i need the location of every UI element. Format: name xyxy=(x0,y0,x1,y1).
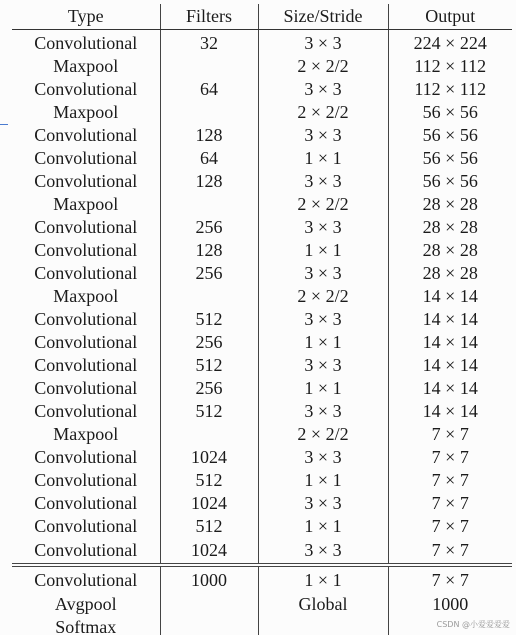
cell-output: 224 × 224 xyxy=(388,30,512,56)
cell-output: 56 × 56 xyxy=(388,124,512,147)
cell-filters: 256 xyxy=(160,377,258,400)
cell-output: 14 × 14 xyxy=(388,308,512,331)
cell-filters: 512 xyxy=(160,469,258,492)
watermark: CSDN @小爱爱爱爱 xyxy=(436,620,510,629)
cell-output: 112 × 112 xyxy=(388,55,512,78)
table-body xyxy=(12,30,512,566)
cell-type: Maxpool xyxy=(53,102,119,122)
table-row xyxy=(12,285,512,308)
table-row xyxy=(12,515,512,538)
margin-marker xyxy=(0,124,8,125)
cell-type: Maxpool xyxy=(53,424,119,444)
cell-output: 7 × 7 xyxy=(388,565,512,593)
cell-output: 112 × 112 xyxy=(388,78,512,101)
cell-output: 14 × 14 xyxy=(388,354,512,377)
cell-output: 7 × 7 xyxy=(388,515,512,538)
table-row xyxy=(12,193,512,216)
table-row xyxy=(12,423,512,446)
cell-size-stride: 3 × 3 xyxy=(258,124,388,147)
cell-filters: 32 xyxy=(160,30,258,56)
table-row xyxy=(12,216,512,239)
cell-filters: 128 xyxy=(160,239,258,262)
cell-type: Convolutional xyxy=(34,217,138,237)
cell-filters: 256 xyxy=(160,216,258,239)
cell-size-stride: 1 × 1 xyxy=(258,469,388,492)
cell-type: Convolutional xyxy=(34,171,138,191)
cell-output: 28 × 28 xyxy=(388,239,512,262)
cell-size-stride: 1 × 1 xyxy=(258,331,388,354)
cell-size-stride: 2 × 2/2 xyxy=(258,423,388,446)
cell-filters: 512 xyxy=(160,308,258,331)
cell-filters: 512 xyxy=(160,400,258,423)
cell-output: 7 × 7 xyxy=(388,492,512,515)
cell-type: Convolutional xyxy=(34,125,138,145)
cell-size-stride: 3 × 3 xyxy=(258,216,388,239)
table-row xyxy=(12,446,512,469)
cell-filters: 64 xyxy=(160,78,258,101)
cell-output: 7 × 7 xyxy=(388,446,512,469)
cell-size-stride: 3 × 3 xyxy=(258,78,388,101)
cell-output: 14 × 14 xyxy=(388,285,512,308)
cell-type: Convolutional xyxy=(12,565,160,593)
cell-filters xyxy=(160,193,258,216)
table-row xyxy=(12,239,512,262)
cell-size-stride xyxy=(258,616,388,635)
cell-size-stride: 3 × 3 xyxy=(258,492,388,515)
cell-filters: 1000 xyxy=(160,565,258,593)
cell-output: 56 × 56 xyxy=(388,147,512,170)
table-row xyxy=(12,331,512,354)
cell-type: Convolutional xyxy=(34,309,138,329)
cell-type: Convolutional xyxy=(34,240,138,260)
cell-filters: 64 xyxy=(160,147,258,170)
cell-type: Avgpool xyxy=(54,594,117,614)
cell-size-stride: 2 × 2/2 xyxy=(258,55,388,78)
cell-filters: 256 xyxy=(160,331,258,354)
cell-size-stride: Global xyxy=(258,593,388,616)
header-size-stride: Size/Stride xyxy=(258,4,388,30)
header-output: Output xyxy=(388,4,512,30)
cell-type: Maxpool xyxy=(53,56,119,76)
cell-filters: 512 xyxy=(160,354,258,377)
cell-type: Maxpool xyxy=(53,286,119,306)
cell-output: 28 × 28 xyxy=(388,193,512,216)
table-row xyxy=(12,55,512,78)
cell-size-stride: 2 × 2/2 xyxy=(258,285,388,308)
cell-size-stride: 1 × 1 xyxy=(258,147,388,170)
table-row xyxy=(12,147,512,170)
cell-type: Convolutional xyxy=(34,493,138,513)
cell-type: Softmax xyxy=(55,617,117,635)
cell-output: 14 × 14 xyxy=(388,400,512,423)
cell-filters: 1024 xyxy=(160,492,258,515)
table-row xyxy=(12,354,512,377)
cell-filters xyxy=(160,423,258,446)
cell-filters: 512 xyxy=(160,515,258,538)
cell-size-stride: 3 × 3 xyxy=(258,308,388,331)
cell-filters: 1024 xyxy=(160,446,258,469)
cell-output: 56 × 56 xyxy=(388,101,512,124)
table-row xyxy=(12,78,512,101)
cell-size-stride: 3 × 3 xyxy=(258,30,388,56)
cell-output: 14 × 14 xyxy=(388,331,512,354)
table-row xyxy=(12,101,512,124)
cell-type: Convolutional xyxy=(34,33,138,53)
cell-size-stride: 1 × 1 xyxy=(258,515,388,538)
cell-type: Convolutional xyxy=(34,332,138,352)
table-row xyxy=(12,593,512,616)
cell-filters xyxy=(160,616,258,635)
cell-filters xyxy=(160,55,258,78)
cell-filters xyxy=(160,285,258,308)
cell-output: 7 × 7 xyxy=(388,538,512,565)
table-row xyxy=(12,469,512,492)
cell-output: 28 × 28 xyxy=(388,262,512,285)
cell-size-stride: 2 × 2/2 xyxy=(258,101,388,124)
cell-output: 1000 xyxy=(388,593,512,616)
cell-output: 14 × 14 xyxy=(388,377,512,400)
cell-size-stride: 3 × 3 xyxy=(258,262,388,285)
cell-type: Convolutional xyxy=(34,540,138,560)
cell-filters: 256 xyxy=(160,262,258,285)
cell-type: Convolutional xyxy=(34,263,138,283)
cell-output: 28 × 28 xyxy=(388,216,512,239)
table-row xyxy=(12,30,512,56)
header-type: Type xyxy=(12,4,160,30)
cell-type: Maxpool xyxy=(53,194,119,214)
cell-filters xyxy=(160,101,258,124)
table-row xyxy=(12,400,512,423)
header-row xyxy=(12,4,512,30)
cell-size-stride: 3 × 3 xyxy=(258,446,388,469)
cell-size-stride: 3 × 3 xyxy=(258,538,388,565)
cell-size-stride: 1 × 1 xyxy=(258,565,388,593)
table-row xyxy=(12,565,512,593)
cell-size-stride: 1 × 1 xyxy=(258,239,388,262)
cell-type: Convolutional xyxy=(34,148,138,168)
table-row xyxy=(12,492,512,515)
cell-size-stride: 1 × 1 xyxy=(258,377,388,400)
table-row xyxy=(12,170,512,193)
cell-type: Convolutional xyxy=(34,470,138,490)
cell-type: Convolutional xyxy=(34,516,138,536)
cell-output: 7 × 7 xyxy=(388,469,512,492)
architecture-table xyxy=(12,4,512,635)
cell-filters xyxy=(160,593,258,616)
header-filters: Filters xyxy=(160,4,258,30)
table-row xyxy=(12,377,512,400)
table-row xyxy=(12,538,512,565)
table-row xyxy=(12,262,512,285)
cell-filters: 1024 xyxy=(160,538,258,565)
cell-size-stride: 2 × 2/2 xyxy=(258,193,388,216)
cell-filters: 128 xyxy=(160,170,258,193)
cell-type: Convolutional xyxy=(34,355,138,375)
cell-output: 7 × 7 xyxy=(388,423,512,446)
table-row xyxy=(12,308,512,331)
table-header xyxy=(12,4,512,30)
cell-filters: 128 xyxy=(160,124,258,147)
cell-output: 56 × 56 xyxy=(388,170,512,193)
cell-size-stride: 3 × 3 xyxy=(258,354,388,377)
cell-type: Convolutional xyxy=(34,401,138,421)
cell-type: Convolutional xyxy=(34,378,138,398)
cell-size-stride: 3 × 3 xyxy=(258,170,388,193)
cell-type: Convolutional xyxy=(34,447,138,467)
table-row xyxy=(12,124,512,147)
cell-type: Convolutional xyxy=(34,79,138,99)
cell-size-stride: 3 × 3 xyxy=(258,400,388,423)
